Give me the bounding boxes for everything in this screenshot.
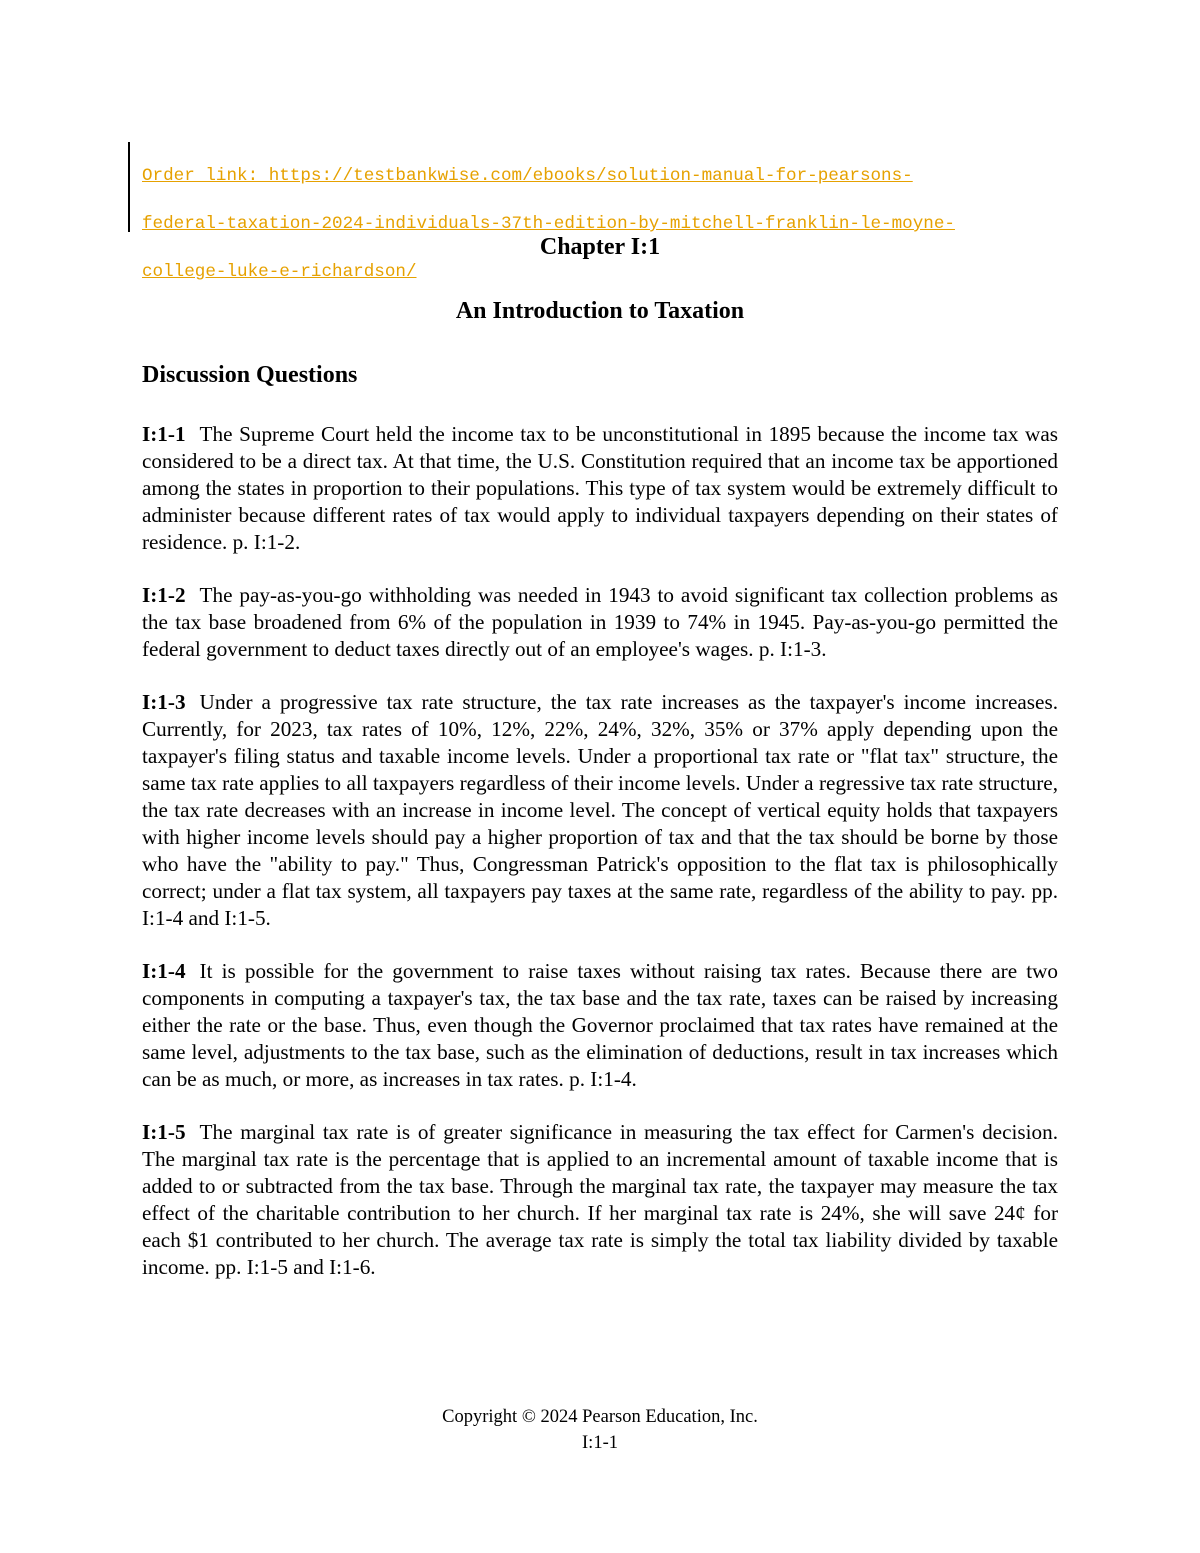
- page-footer: [0, 1404, 1200, 1456]
- chapter-title: Chapter I:1: [539, 234, 661, 260]
- question-answer: The marginal tax rate is of greater significance in measuring the tax effect for Carmen's decision. The marginal tax rate is the percentage that is applied to an incremental amount of taxable income that is added to or subtracted from the tax base. Through the marginal tax rate, the taxpayer may measure the tax effect of the charitable contribution to her church. If her marginal tax rate is 24%, she will save 24¢ for each $1 contributed to her church. The average tax rate is simply the total tax liability divided by taxable income. pp. I:1-5 and I:1-6.: [142, 1120, 1058, 1279]
- question-number: I:1-2: [142, 583, 186, 607]
- question-item: [142, 421, 1058, 556]
- discussion-questions-list: [142, 421, 1058, 1307]
- copyright-notice: Copyright © 2024 Pearson Education, Inc.: [442, 1407, 758, 1427]
- section-heading: Discussion Questions: [142, 362, 358, 388]
- question-item: [142, 958, 1058, 1093]
- question-answer: The Supreme Court held the income tax to be unconstitutional in 1895 because the income tax was considered to be a direct tax. At that time, the U.S. Constitution required that an income tax be apportioned among the states in proportion to their populations. This type of tax system would be extremely difficult to administer because different rates of tax would apply to individual taxpayers depending on their states of residence. p. I:1-2.: [142, 422, 1058, 554]
- order-link[interactable]: [142, 140, 1062, 308]
- question-item: [142, 582, 1058, 663]
- page-number: I:1-1: [582, 1433, 618, 1453]
- question-answer: Under a progressive tax rate structure, the tax rate increases as the taxpayer's income increases. Currently, for 2023, tax rates of 10%, 12%, 22%, 24%, 32%, 35% or 37% apply depending upon the taxpayer's filing status and taxable income levels. Under a proportional tax rate or "flat tax" structure, the same tax rate applies to all taxpayers regardless of their income levels. Under a regressive tax rate structure, the tax rate decreases with an increase in income level. The concept of vertical equity holds that taxpayers with higher income levels should pay a higher proportion of tax and that the tax should be borne by those who have the "ability to pay." Thus, Congressman Patrick's opposition to the flat tax is philosophically correct; under a flat tax system, all taxpayers pay taxes at the same rate, regardless of the ability to pay. pp. I:1-4 and I:1-5.: [142, 690, 1058, 930]
- question-answer: It is possible for the government to raise taxes without raising tax rates. Because there are two components in computing a taxpayer's tax, the tax base and the tax rate, taxes can be raised by increasing either the rate or the base. Thus, even though the Governor proclaimed that tax rates have remained at the same level, adjustments to the tax base, such as the elimination of deductions, result in tax increases which can be as much, or more, as increases in tax rates. p. I:1-4.: [142, 959, 1058, 1091]
- question-number: I:1-1: [142, 422, 186, 446]
- chapter-subtitle: An Introduction to Taxation: [455, 298, 745, 324]
- order-link-line-3[interactable]: college-luke-e-richardson/: [142, 262, 417, 282]
- question-item: [142, 689, 1058, 932]
- order-link-line-2[interactable]: federal-taxation-2024-individuals-37th-edition-by-mitchell-franklin-le-moyne-: [142, 214, 955, 234]
- question-answer: The pay-as-you-go withholding was needed in 1943 to avoid significant tax collection problems as the tax base broadened from 6% of the population in 1939 to 74% in 1945. Pay-as-you-go permitted the federal government to deduct taxes directly out of an employee's wages. p. I:1-3.: [142, 583, 1058, 661]
- question-number: I:1-4: [142, 959, 186, 983]
- question-number: I:1-5: [142, 1120, 186, 1144]
- order-link-line-1[interactable]: Order link: https://testbankwise.com/ebooks/solution-manual-for-pearsons-: [142, 166, 913, 186]
- margin-change-bar: [128, 142, 130, 232]
- question-item: [142, 1119, 1058, 1281]
- question-number: I:1-3: [142, 690, 186, 714]
